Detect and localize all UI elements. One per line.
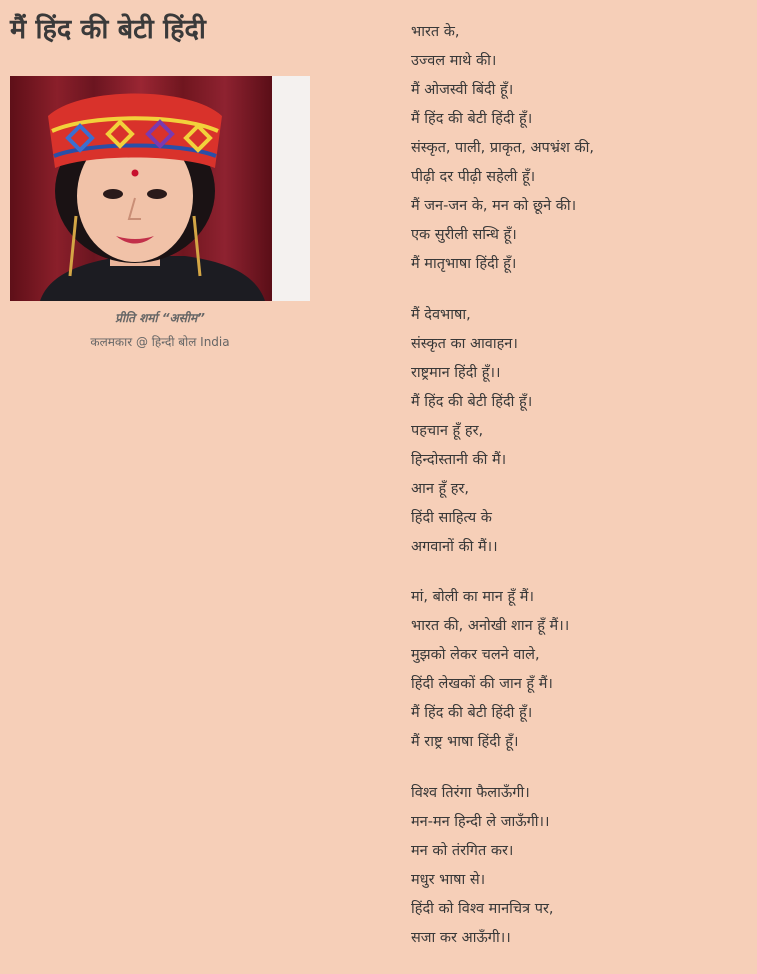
poem-line: संस्कृत, पाली, प्राकृत, अपभ्रंश की, xyxy=(411,140,594,156)
author-portrait xyxy=(10,76,310,301)
poem-line: हिंदी लेखकों की जान हूँ मैं। xyxy=(411,676,553,692)
poem-line: आन हूँ हर, xyxy=(411,480,470,497)
author-role: कलमकार @ हिन्दी बोल India xyxy=(90,335,230,349)
page-title: मैं हिंद की बेटी हिंदी xyxy=(10,14,206,45)
stanza xyxy=(411,301,751,562)
poem-line: मां, बोली का मान हूँ मैं। xyxy=(411,589,534,605)
poem-line: पीढ़ी दर पीढ़ी सहेली हूँ। xyxy=(411,169,536,185)
poem-line: हिन्दोस्तानी की मैं। xyxy=(411,451,507,468)
stanza xyxy=(411,18,751,279)
poem-line: एक सुरीली सन्धि हूँ। xyxy=(411,227,517,243)
stanza xyxy=(411,779,751,953)
poem-line: मैं हिंद की बेटी हिंदी हूँ। xyxy=(411,111,533,127)
poem-line: संस्कृत का आवाहन। xyxy=(411,335,518,352)
poem-line: मन को तंरगित कर। xyxy=(411,842,514,859)
author-name: प्रीति शर्मा “असीम” xyxy=(115,311,205,325)
poem-line: मैं ओजस्वी बिंदी हूँ। xyxy=(411,82,514,98)
poem-line: मैं जन-जन के, मन को छूने की। xyxy=(411,198,577,214)
poem-line: मैं राष्ट्र भाषा हिंदी हूँ। xyxy=(411,734,519,750)
poem-line: सजा कर आऊँगी।। xyxy=(411,929,511,946)
poem-line: हिंदी साहित्य के xyxy=(411,509,492,526)
poem-line: विश्व तिरंगा फैलाऊँगी। xyxy=(411,784,530,801)
poem-line: मधुर भाषा से। xyxy=(411,871,486,888)
poem-line: भारत के, xyxy=(411,24,460,40)
poem-line: राष्ट्रमान हिंदी हूँ।। xyxy=(411,364,501,381)
poem-line: मैं हिंद की बेटी हिंदी हूँ। xyxy=(411,393,533,410)
poem-line: हिंदी को विश्व मानचित्र पर, xyxy=(411,900,554,917)
poem-line: मुझको लेकर चलने वाले, xyxy=(411,647,540,663)
poem-line: भारत की, अनोखी शान हूँ मैं।। xyxy=(411,618,570,634)
poem-line: मन-मन हिन्दी ले जाऊँगी।। xyxy=(411,813,550,830)
stanza xyxy=(411,583,751,757)
poem-line: अगवानों की मैं।। xyxy=(411,538,498,555)
poem-line: उज्वल माथे की। xyxy=(411,53,497,69)
poem-body xyxy=(411,18,751,974)
poem-line: मैं हिंद की बेटी हिंदी हूँ। xyxy=(411,705,533,721)
poem-line: पहचान हूँ हर, xyxy=(411,422,484,439)
poem-line: मैं मातृभाषा हिंदी हूँ। xyxy=(411,256,517,272)
poem-line: मैं देवभाषा, xyxy=(411,306,471,323)
author-photo xyxy=(10,76,310,301)
